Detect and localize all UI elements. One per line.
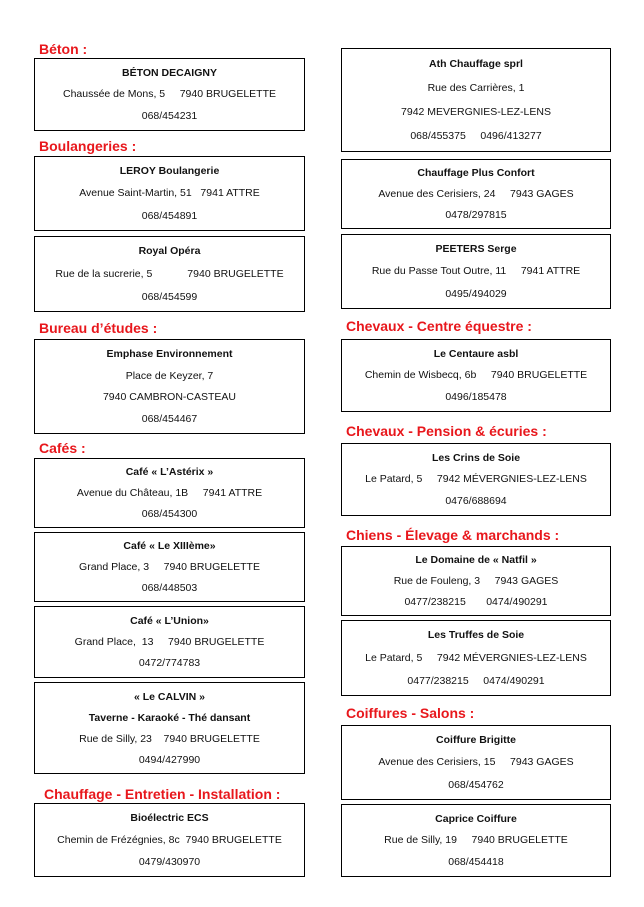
listing-card-caprice-coiffure xyxy=(341,804,611,877)
listing-name: Caprice Coiffure xyxy=(435,812,517,825)
section-heading-chauffage-entretien-installation: Chauffage - Entretien - Installation : xyxy=(44,786,281,802)
listing-detail: 0477/238215 0474/490291 xyxy=(404,595,548,608)
listing-card-chauffage-plus-confort xyxy=(341,159,611,229)
listing-detail: 0478/297815 xyxy=(445,208,507,221)
listing-detail: 068/454762 xyxy=(448,778,504,791)
listing-card-cafe-l-asterix xyxy=(34,458,305,528)
listing-card-le-domaine-de-natfil xyxy=(341,546,611,616)
listing-name: BÉTON DECAIGNY xyxy=(122,66,217,79)
listing-detail: Avenue du Château, 1B 7941 ATTRE xyxy=(76,486,263,499)
section-heading-chevaux-centre-equestre: Chevaux - Centre équestre : xyxy=(346,318,532,334)
listing-detail: 7942 MEVERGNIES-LEZ-LENS xyxy=(401,106,551,118)
listing-detail: Avenue des Cerisiers, 15 7943 GAGES xyxy=(378,756,574,769)
listing-card-beton-decaigny xyxy=(34,58,305,131)
listing-detail: 0496/185478 xyxy=(445,391,507,404)
section-heading-chiens-elevage-marchands: Chiens - Élevage & marchands : xyxy=(346,527,560,543)
section-heading-chevaux-pension-ecuries: Chevaux - Pension & écuries : xyxy=(346,423,547,439)
section-heading-cafes: Cafés : xyxy=(39,440,86,456)
listing-detail: 0495/494029 xyxy=(445,287,507,300)
listing-detail: Rue du Passe Tout Outre, 11 7941 ATTRE xyxy=(371,265,581,278)
listing-detail: 0494/427990 xyxy=(138,753,201,766)
listing-detail: 068/455375 0496/413277 xyxy=(410,130,542,142)
section-heading-beton: Béton : xyxy=(39,41,88,57)
listing-detail: 0472/774783 xyxy=(138,657,201,670)
listing-detail: 068/454418 xyxy=(448,856,504,869)
section-heading-bureau-d-etudes: Bureau d’études : xyxy=(39,320,158,336)
listing-card-royal-opera xyxy=(34,236,305,312)
listing-detail: Le Patard, 5 7942 MÉVERGNIES-LEZ-LENS xyxy=(365,473,587,486)
listing-name: LEROY Boulangerie xyxy=(119,165,220,178)
listing-name: Café « Le XIIIème» xyxy=(123,540,216,553)
listing-card-leroy-boulangerie xyxy=(34,156,305,231)
listing-name: « Le CALVIN » xyxy=(134,690,205,703)
listing-card-le-centaure-asbl xyxy=(341,339,611,412)
listing-name: Le Domaine de « Natfil » xyxy=(415,554,537,567)
listing-card-peeters-serge xyxy=(341,234,611,309)
listing-name: Chauffage Plus Confort xyxy=(417,167,535,180)
section-heading-boulangeries: Boulangeries : xyxy=(39,138,137,154)
listing-detail: Grand Place, 13 7940 BRUGELETTE xyxy=(74,635,265,648)
listing-name: Emphase Environnement xyxy=(106,347,233,360)
listing-card-les-truffes-de-soie xyxy=(341,620,611,696)
listing-card-les-crins-de-soie xyxy=(341,443,611,516)
listing-detail: 068/454231 xyxy=(141,110,198,123)
listing-detail: 068/454467 xyxy=(141,413,198,426)
listing-detail: 068/454891 xyxy=(141,209,198,222)
listing-detail: Le Patard, 5 7942 MÉVERGNIES-LEZ-LENS xyxy=(365,651,587,664)
listing-name: Les Truffes de Soie xyxy=(427,629,525,642)
listing-detail: Chemin de Wisbecq, 6b 7940 BRUGELETTE xyxy=(364,369,588,382)
listing-name: Café « L’Astérix » xyxy=(125,466,214,479)
listing-detail: Avenue des Cerisiers, 24 7943 GAGES xyxy=(378,187,574,200)
listing-name: Bioélectric ECS xyxy=(130,812,209,824)
listing-detail: Grand Place, 3 7940 BRUGELETTE xyxy=(79,560,260,573)
listing-name: PEETERS Serge xyxy=(435,243,517,256)
listing-card-bioelectric-ecs xyxy=(34,803,305,877)
listing-card-le-calvin xyxy=(34,682,305,774)
listing-name: Ath Chauffage sprl xyxy=(429,58,523,70)
listing-card-emphase-environnement xyxy=(34,339,305,434)
listing-detail: Chaussée de Mons, 5 7940 BRUGELETTE xyxy=(62,88,277,101)
listing-detail: 068/454599 xyxy=(141,290,198,303)
listing-name: Le Centaure asbl xyxy=(433,347,519,360)
listing-card-cafe-le-xiiieme xyxy=(34,532,305,602)
listing-detail: 068/454300 xyxy=(141,507,198,520)
listing-name: Café « L’Union» xyxy=(130,614,209,627)
listing-subtitle: Taverne - Karaoké - Thé dansant xyxy=(88,711,251,724)
listing-detail: Rue de Silly, 23 7940 BRUGELETTE xyxy=(79,732,260,745)
listing-detail: 0477/238215 0474/490291 xyxy=(407,674,545,687)
listing-detail: 0479/430970 xyxy=(138,856,201,868)
listing-detail: Avenue Saint-Martin, 51 7941 ATTRE xyxy=(79,187,260,200)
listing-card-coiffure-brigitte xyxy=(341,725,611,800)
section-heading-coiffures-salons: Coiffures - Salons : xyxy=(346,705,475,721)
listing-detail: Place de Keyzer, 7 xyxy=(125,369,214,382)
listing-detail: Rue des Carrières, 1 xyxy=(427,82,525,94)
listing-detail: Chemin de Frézégnies, 8c 7940 BRUGELETTE xyxy=(57,834,282,846)
listing-name: Coiffure Brigitte xyxy=(436,734,516,747)
listing-detail: Rue de Fouleng, 3 7943 GAGES xyxy=(393,574,559,587)
listing-name: Les Crins de Soie xyxy=(431,451,521,464)
listing-detail: 0476/688694 xyxy=(445,495,507,508)
listing-detail: 068/448503 xyxy=(141,581,198,594)
listing-detail: 7940 CAMBRON-CASTEAU xyxy=(102,391,237,404)
listing-card-cafe-l-union xyxy=(34,606,305,678)
listing-name: Royal Opéra xyxy=(138,245,201,258)
listing-detail: Rue de la sucrerie, 5 7940 BRUGELETTE xyxy=(55,267,284,280)
listing-detail: Rue de Silly, 19 7940 BRUGELETTE xyxy=(384,834,568,847)
listing-card-ath-chauffage-sprl xyxy=(341,48,611,152)
